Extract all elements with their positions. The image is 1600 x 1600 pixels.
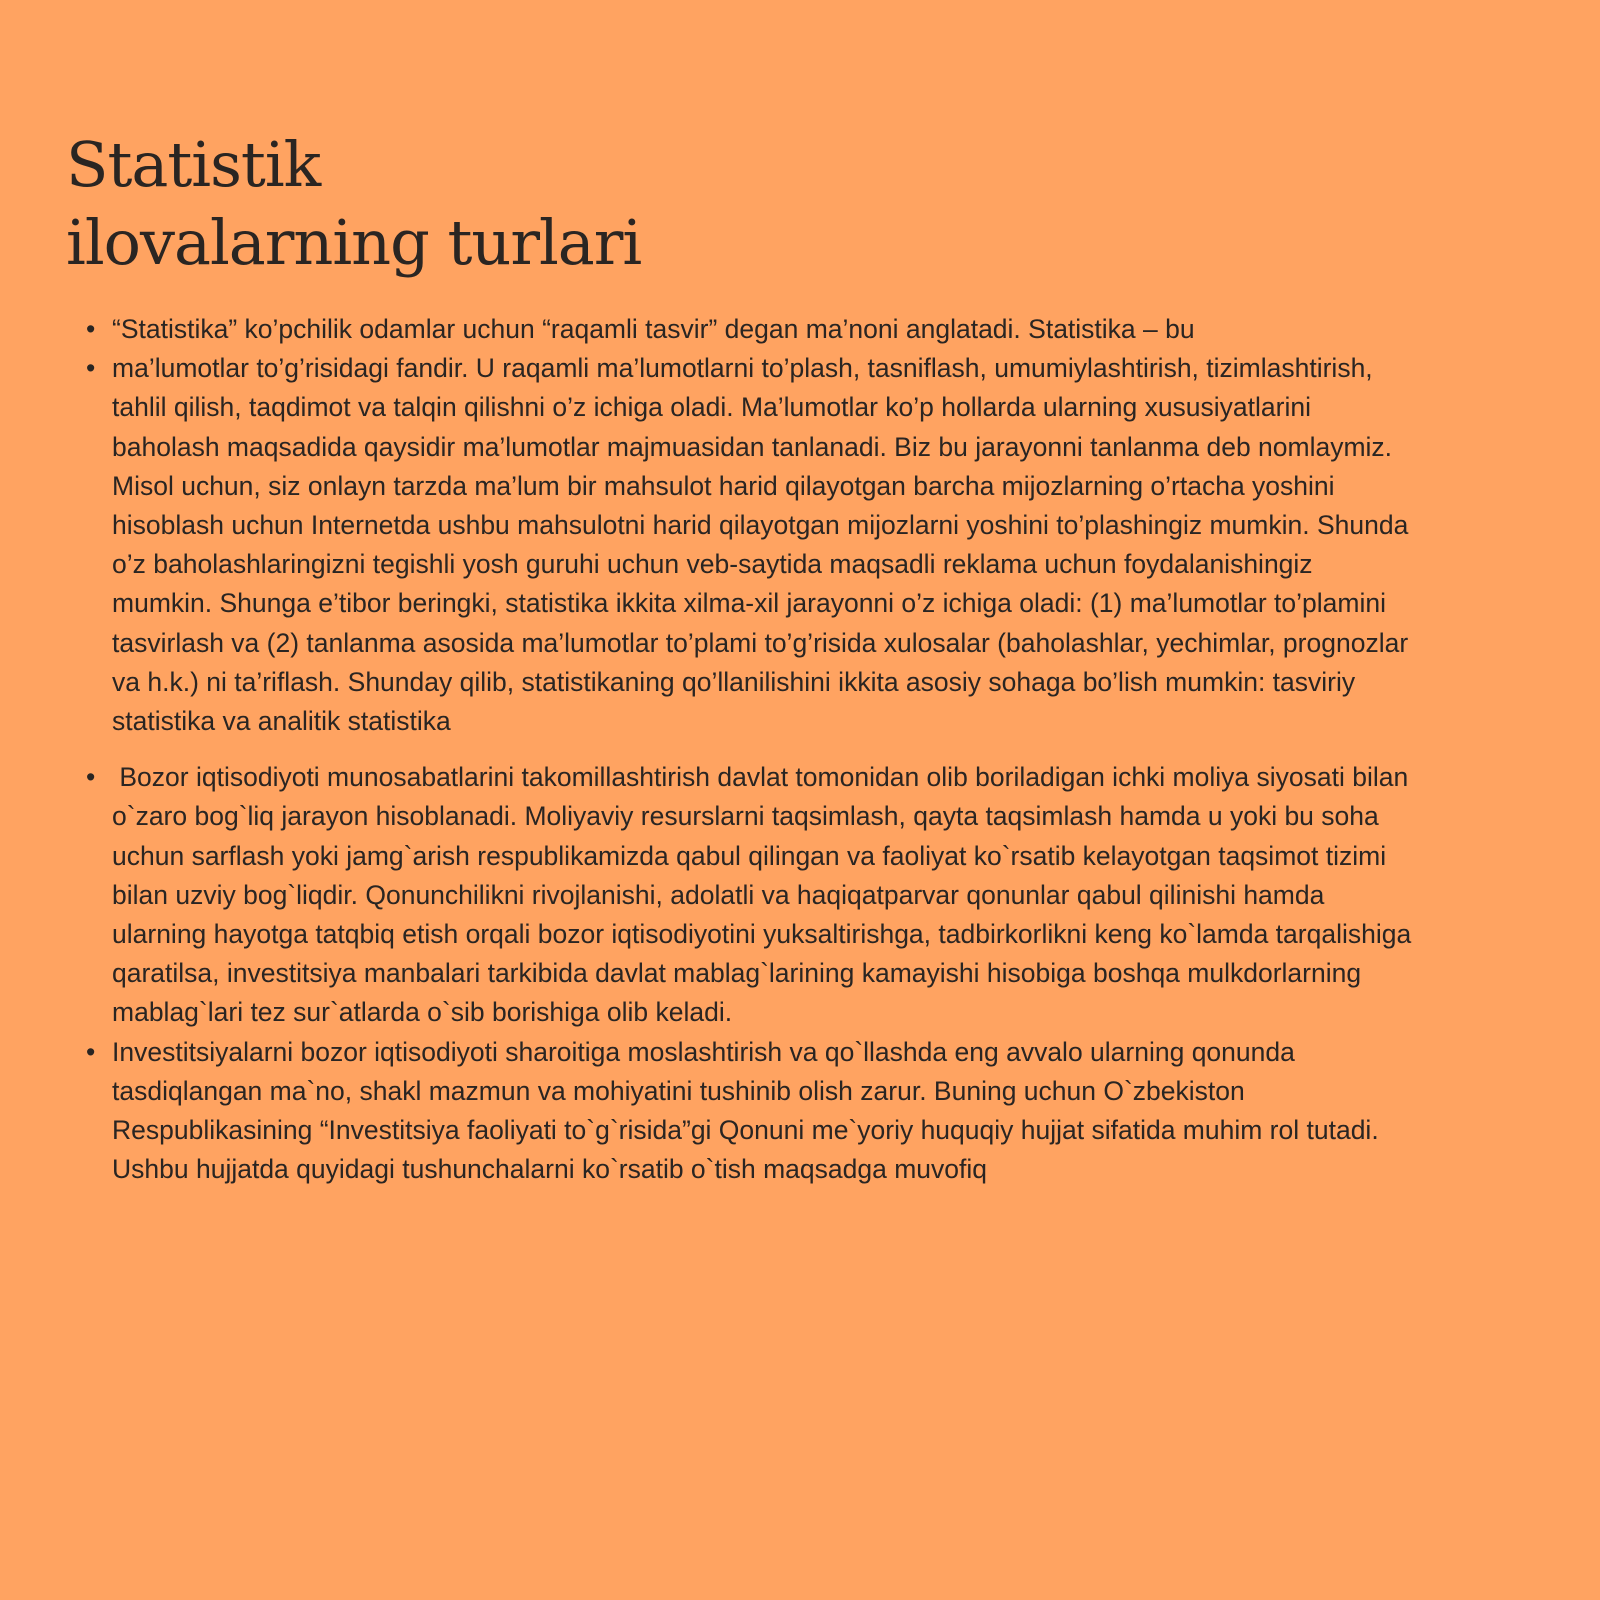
bullet-item (86, 310, 1416, 349)
bullet-item (86, 349, 1416, 741)
bullet-list (86, 310, 1419, 1189)
bullet-dot-icon: • (86, 1036, 96, 1067)
bullet-text: Investitsiyalarni bozor iqtisodiyoti sharoitiga moslashtirish va qo`llashda eng avvalo ularning qonunda tasdiqlangan ma`no, shakl mazmun va mohiyatini tushinib olish zarur. Buning uchun O`zbekiston Respublikasining “Investitsiya faoliyati to`g`risida”gi Qonuni me`yoriy huquqiy hujjat sifatida muhim rol tutadi. Ushbu hujjatda quyidagi tushunchalarni ko`rsatib o`tish maqsadga muvofiq (112, 1036, 1379, 1185)
bullet-text: ma’lumotlar to’g’risidagi fandir. U raqamli ma’lumotlarni to’plash, tasniflash, umumiylashtirish, tizimlashtirish, tahlil qilish, taqdimot va talqin qilishni o’z ichiga oladi. Ma’lumotlar ko’p hollarda ularning xususiyatlarini baholash maqsadida qaysidir ma’lumotlar majmuasidan tanlanadi. Biz bu jarayonni tanlanma deb nomlaymiz. Misol uchun, siz onlayn tarzda ma’lum bir mahsulot harid qilayotgan barcha mijozlarning o’rtacha yoshini hisoblash uchun Internetda ushbu mahsulotni harid qilayotgan mijozlarni yoshini to’plashingiz mumkin. Shunda o’z baholashlaringizni tegishli yosh guruhi uchun veb-saytida maqsadli reklama uchun foydalanishingiz mumkin. Shunga e’tibor beringki, statistika ikkita xilma-xil jarayonni o’z ichiga oladi: (1) ma’lumotlar to’plamini tasvirlash va (2) tanlanma asosida ma’lumotlar to’plami to’g’risida xulosalar (baholashlar, yechimlar, prognozlar va h.k.) ni ta’riflash. Shunday qilib, statistikaning qo’llanilishini ikkita asosiy sohaga bo’lish mumkin: tasviriy statistika va analitik statistika (112, 353, 1409, 737)
bullet-dot-icon: • (86, 353, 96, 384)
bullet-dot-icon: • (86, 762, 96, 793)
slide-title-line-2: ilovalarning turlari (66, 206, 642, 279)
bullet-text: Bozor iqtisodiyoti munosabatlarini takomillashtirish davlat tomonidan olib boriladigan ichki moliya siyosati bilan o`zaro bog`liq jarayon hisoblanadi. Moliyaviy resurslarni taqsimlash, qayta taqsimlash hamda u yoki bu soha uchun sarflash yoki jamg`arish respublikamizda qabul qilingan va faoliyat ko`rsatib kelayotgan taqsimot tizimi bilan uzviy bog`liqdir. Qonunchilikni rivojlanishi, adolatli va haqiqatparvar qonunlar qabul qilinishi hamda ularning hayotga tatqbiq etish orqali bozor iqtisodiyotini yuksaltirishga, tadbirkorlikni keng ko`lamda tarqalishiga qaratilsa, investitsiya manbalari tarkibida davlat mablag`larining kamayishi hisobiga boshqa mulkdorlarning mablag`lari tez sur`atlarda o`sib borishiga olib keladi. (112, 762, 1419, 1028)
slide-title (66, 126, 966, 282)
bullet-text: “Statistika” ko’pchilik odamlar uchun “raqamli tasvir” degan ma’noni anglatadi. Statistika – bu (112, 314, 1195, 344)
bullet-item (86, 758, 1419, 1032)
bullet-item (86, 1033, 1416, 1190)
bullet-dot-icon: • (86, 314, 96, 344)
slide-title-line-1: Statistik (66, 128, 321, 201)
